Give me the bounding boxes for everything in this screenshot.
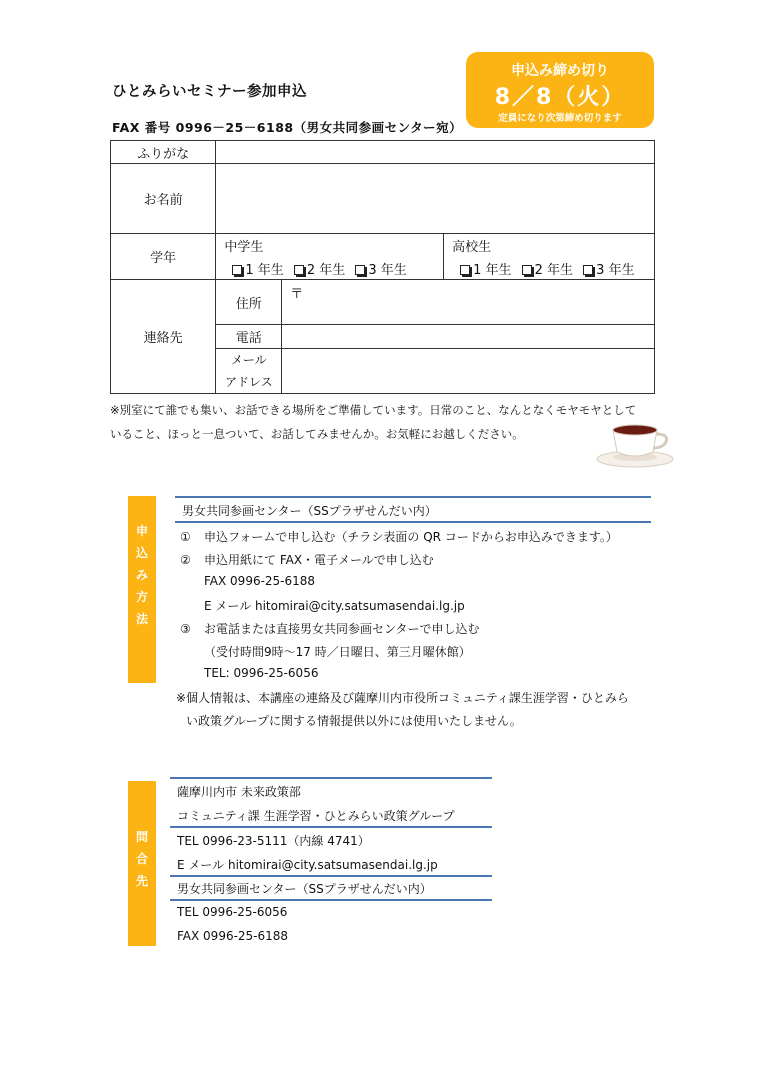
divider [175, 521, 651, 523]
junior-high-cell [216, 234, 444, 280]
checkbox-icon [460, 265, 470, 275]
mail-label: メール アドレス [216, 349, 282, 394]
high-grade-3-checkbox[interactable]: 3 年生 [583, 263, 634, 278]
high-school-label: 高校生 [452, 240, 492, 255]
inquiry-email: E メール hitomirai@city.satsumasendai.lg.jp [177, 858, 438, 872]
apply-step-2: ② 申込用紙にて FAX・電子メールで申し込む [180, 553, 434, 567]
inquiry-center-fax: FAX 0996-25-6188 [177, 929, 289, 943]
checkbox-icon [232, 265, 242, 275]
junior-grade-1-checkbox[interactable]: 1 年生 [232, 263, 283, 278]
phone-field[interactable] [282, 325, 655, 349]
inquiry-tel: TEL 0996-23-5111（内線 4741） [177, 834, 370, 848]
inquiry-center-tel: TEL 0996-25-6056 [177, 905, 288, 919]
inquiry-tab: 問 合 先 [128, 781, 156, 946]
address-field[interactable] [282, 280, 655, 325]
divider [170, 777, 492, 779]
page-title: ひとみらいセミナー参加申込 [112, 84, 307, 100]
checkbox-icon [294, 265, 304, 275]
deadline-date: 8／8（火） [494, 85, 626, 110]
postal-mark: 〒 [290, 287, 304, 302]
name-label: お名前 [111, 164, 216, 234]
apply-hours: （受付時間9時～17 時／日曜日、第三月曜休館） [204, 645, 471, 659]
junior-high-label: 中学生 [224, 240, 264, 255]
apply-email: E メール hitomirai@city.satsumasendai.lg.jp [204, 599, 465, 613]
furigana-field[interactable] [216, 141, 655, 164]
address-label: 住所 [216, 280, 282, 325]
junior-grade-2-checkbox[interactable]: 2 年生 [294, 263, 345, 278]
mail-field[interactable] [282, 349, 655, 394]
gathering-note: ※別室にて誰でも集い、お話できる場所をご準備しています。日常のこと、なんとなくモヤモヤとして いること、ほっと一息ついて、お話してみませんか。お気軽にお越しください。 [110, 403, 637, 441]
fax-number-line: FAX 番号 0996－25－6188（男女共同参画センター宛） [112, 120, 463, 135]
furigana-label: ふりがな [111, 141, 216, 164]
apply-method-tab: 申 込 み 方 法 [128, 496, 156, 683]
divider [170, 875, 492, 877]
inquiry-dept: 薩摩川内市 未来政策部 [177, 785, 301, 799]
apply-fax: FAX 0996-25-6188 [204, 574, 316, 588]
apply-step-1: ① 申込フォームで申し込む（チラシ表面の QR コードからお申込みできます。） [180, 530, 618, 544]
junior-grade-3-checkbox[interactable]: 3 年生 [355, 263, 406, 278]
divider [170, 899, 492, 901]
inquiry-group: コミュニティ課 生涯学習・ひとみらい政策グループ [177, 809, 455, 823]
divider [175, 496, 651, 498]
checkbox-icon [583, 265, 593, 275]
inquiry-center: 男女共同参画センター（SSプラザせんだい内） [177, 882, 432, 896]
deadline-note: 定員になり次第締め切ります [498, 113, 622, 124]
high-grade-1-checkbox[interactable]: 1 年生 [460, 263, 511, 278]
apply-org: 男女共同参画センター（SSプラザせんだい内） [182, 504, 437, 518]
application-form [110, 140, 655, 394]
checkbox-icon [522, 265, 532, 275]
grade-label: 学年 [111, 234, 216, 280]
privacy-note-1: ※個人情報は、本講座の連絡及び薩摩川内市役所コミュニティ課生涯学習・ひとみら [176, 691, 629, 705]
privacy-note-2: い政策グループに関する情報提供以外には使用いたしません。 [186, 714, 522, 728]
apply-step-3: ③ お電話または直接男女共同参画センターで申し込む [180, 622, 480, 636]
deadline-label: 申込み締め切り [511, 63, 609, 79]
apply-tel: TEL: 0996-25-6056 [204, 666, 319, 680]
checkbox-icon [355, 265, 365, 275]
contact-label: 連絡先 [111, 280, 216, 394]
name-field[interactable] [216, 164, 655, 234]
high-grade-2-checkbox[interactable]: 2 年生 [522, 263, 573, 278]
phone-label: 電話 [216, 325, 282, 349]
deadline-badge [466, 52, 654, 128]
high-school-cell [444, 234, 655, 280]
divider [170, 826, 492, 828]
teacup-icon [595, 418, 677, 470]
